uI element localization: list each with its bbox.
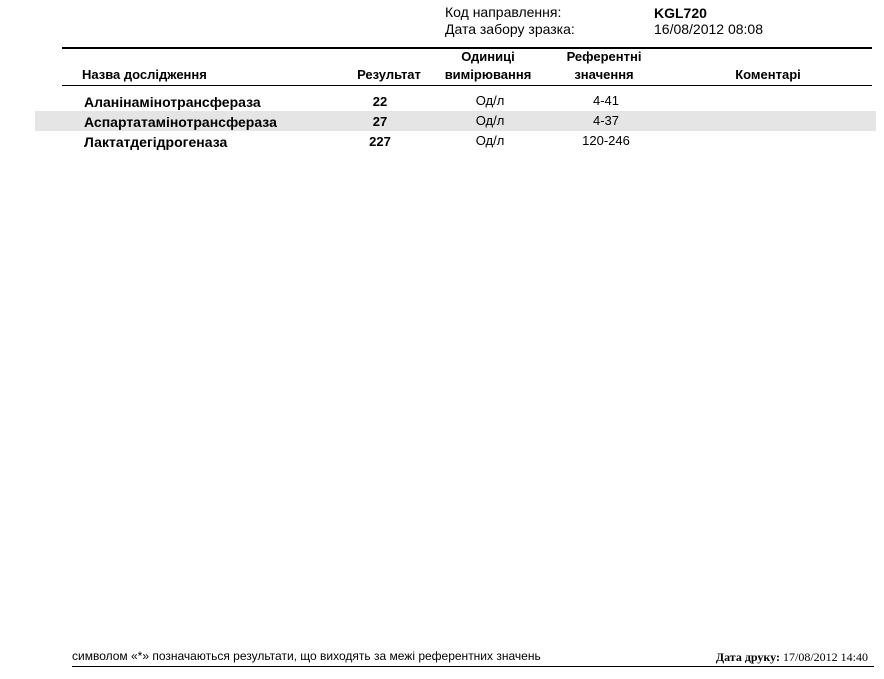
col-header-units-line2: вимірювання: [444, 67, 532, 82]
header-rule: [62, 85, 872, 86]
footer-note: символом «*» позначаються результати, що виходять за межі референтних значень: [72, 649, 541, 663]
print-date-value: 17/08/2012 14:40: [782, 650, 868, 664]
col-header-ref-line1: Референтні: [566, 49, 642, 64]
test-name: Аспартатамінотрансфераза: [84, 114, 277, 130]
col-header-comments: Коментарі: [735, 67, 801, 82]
col-header-ref-line2: значення: [574, 67, 634, 82]
sample-date-label: Дата забору зразка:: [445, 21, 575, 37]
sample-date-value: 16/08/2012 08:08: [654, 21, 763, 37]
print-date-label: Дата друку:: [715, 650, 780, 664]
print-date: [716, 650, 868, 665]
col-header-result: Результат: [357, 67, 421, 82]
test-unit: Од/л: [475, 113, 505, 128]
col-header-reference: [556, 48, 652, 84]
test-result: 27: [372, 114, 388, 129]
referral-code-label: Код направлення:: [445, 4, 562, 20]
test-unit: Од/л: [475, 133, 505, 148]
referral-code-value: KGL720: [654, 5, 707, 21]
test-reference: 120-246: [582, 133, 630, 148]
test-result: 227: [369, 134, 391, 149]
test-reference: 4-37: [592, 113, 620, 128]
col-header-units: [433, 48, 543, 84]
col-header-name: Назва дослідження: [82, 67, 207, 82]
test-unit: Од/л: [475, 93, 505, 108]
test-name: Лактатдегідрогеназа: [84, 134, 228, 150]
footer-rule: [72, 666, 874, 667]
test-reference: 4-41: [592, 93, 620, 108]
test-name: Аланінамінотрансфераза: [84, 94, 261, 110]
test-result: 22: [372, 94, 388, 109]
col-header-units-line1: Одиниці: [461, 49, 515, 64]
